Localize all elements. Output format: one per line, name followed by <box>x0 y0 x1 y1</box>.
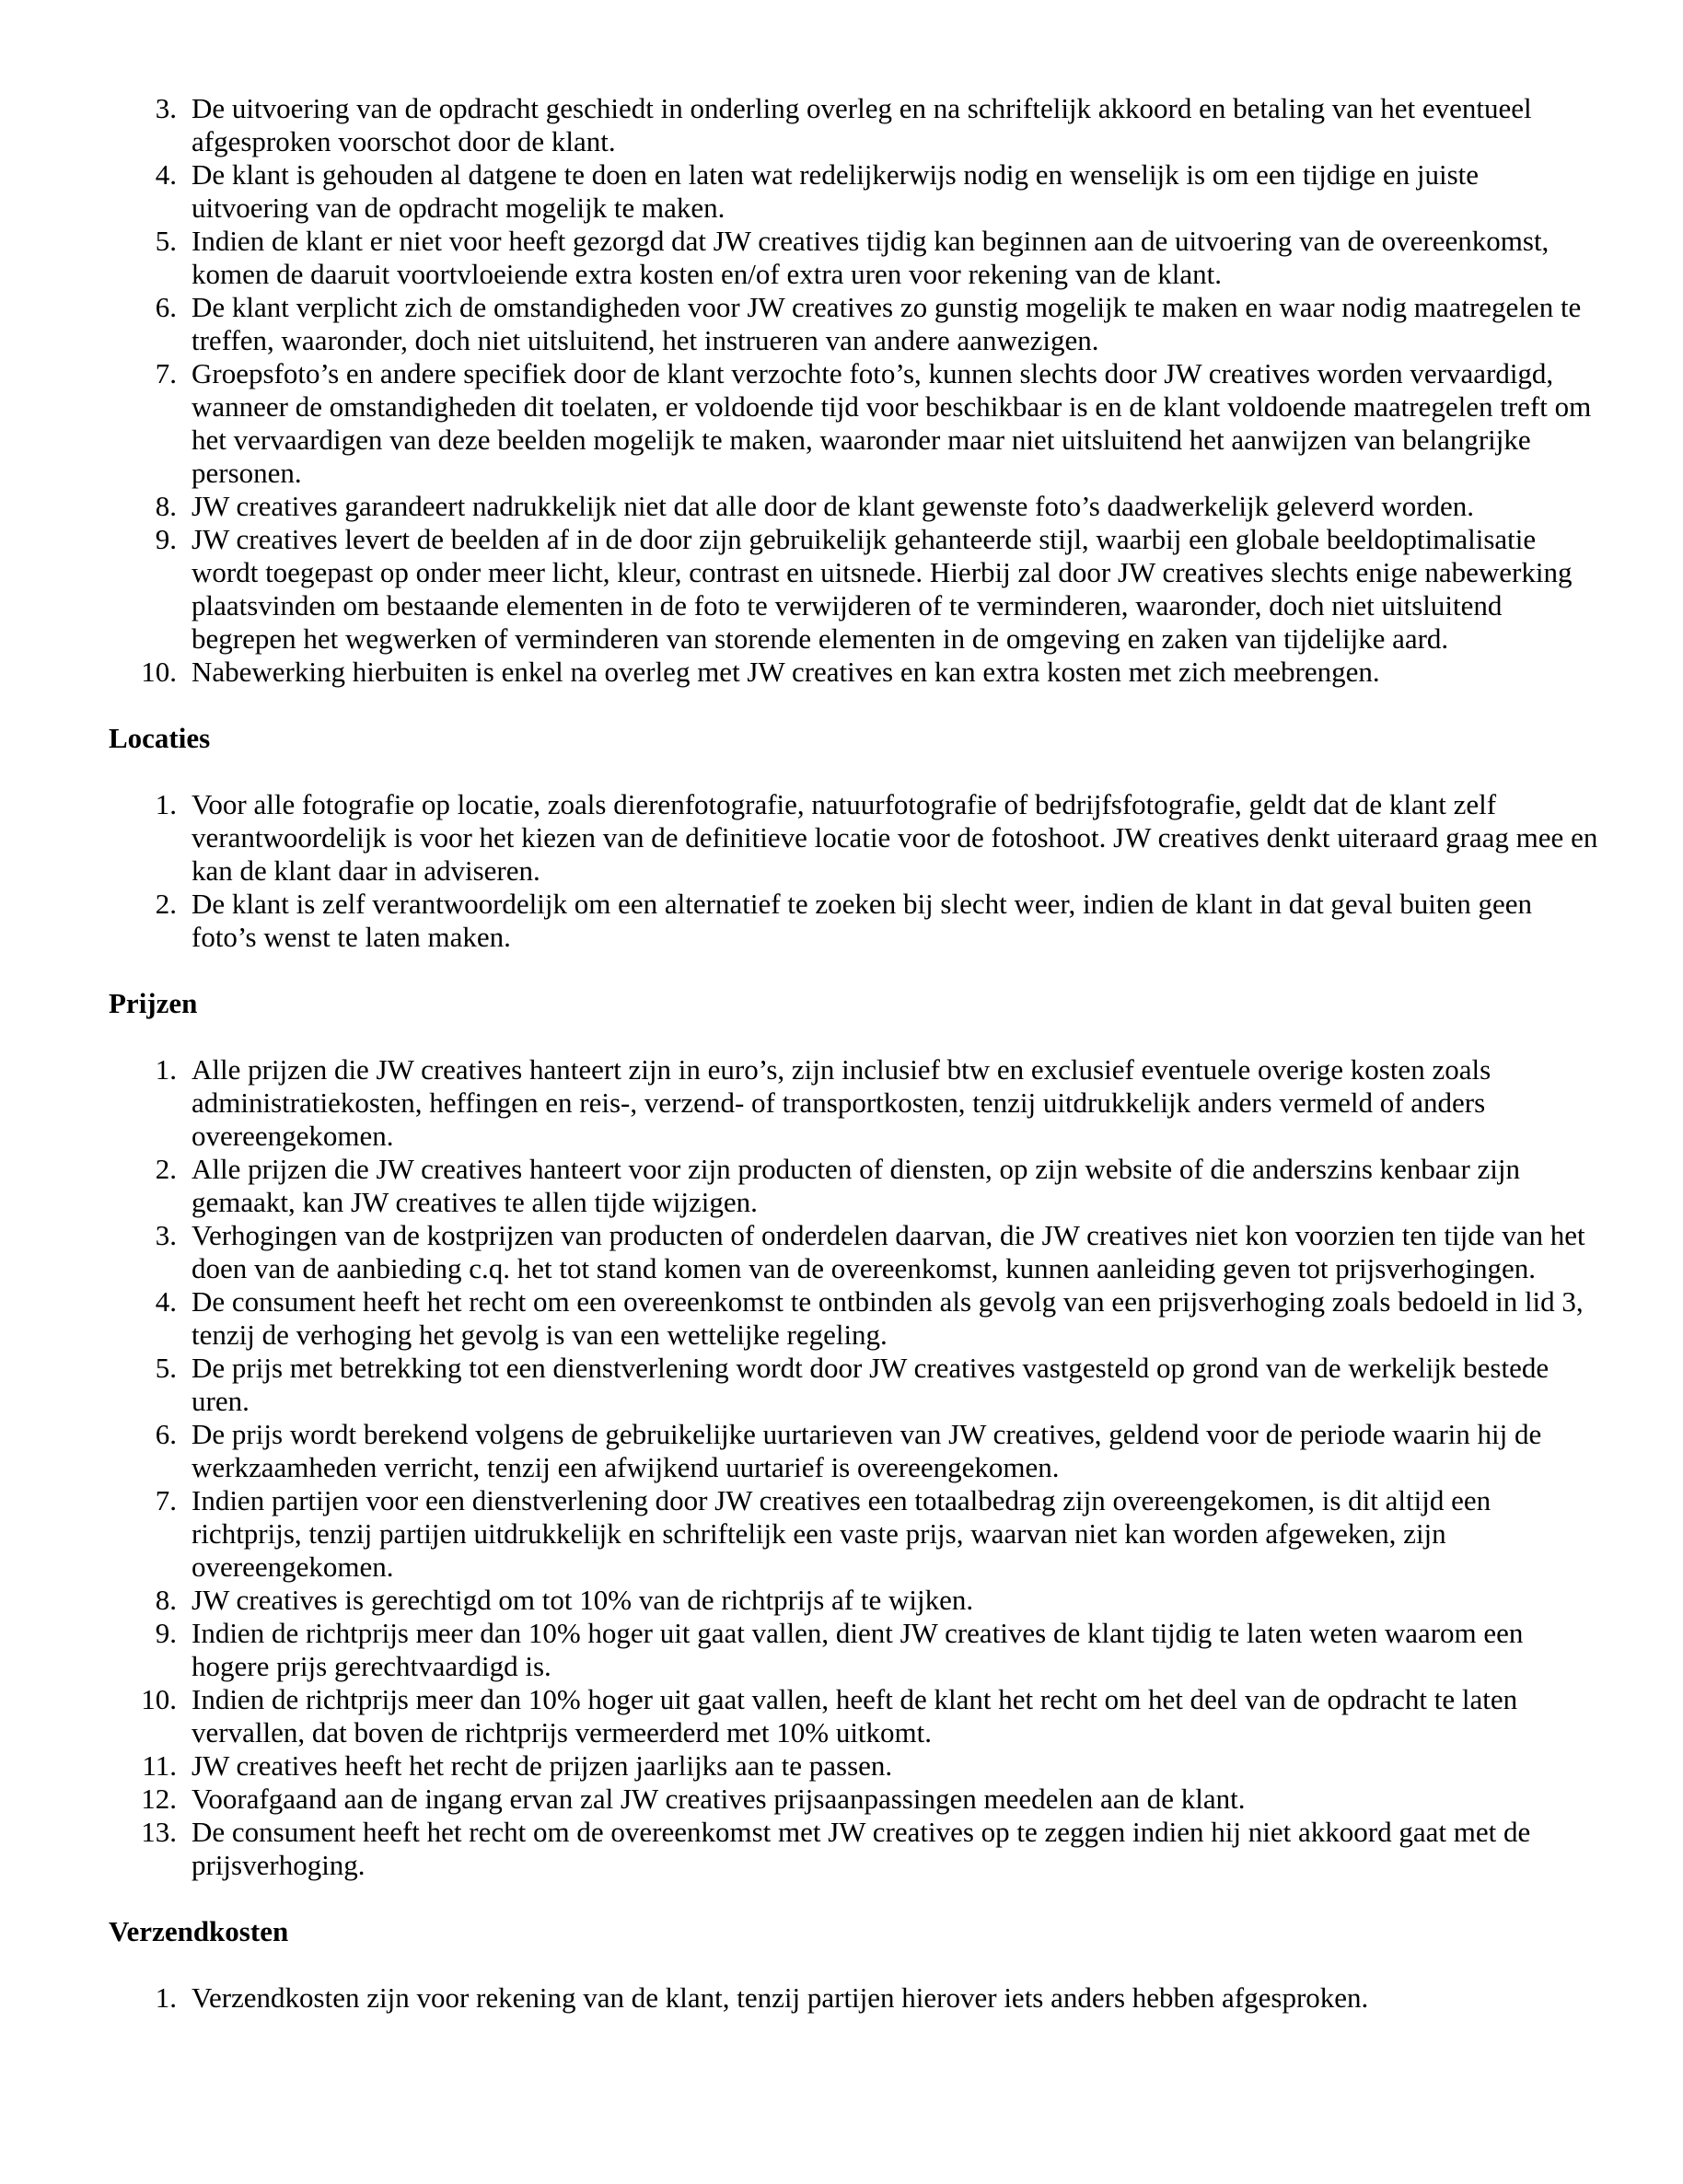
list-item-text: Indien de richtprijs meer dan 10% hoger uit gaat vallen, heeft de klant het recht om het deel van de opdracht te laten vervallen, dat boven de richtprijs vermeerderd met 10% uitkomt. <box>192 1683 1518 1748</box>
list-item-text: Indien de klant er niet voor heeft gezorgd dat JW creatives tijdig kan beginnen aan de uitvoering van de overeenkomst, komen de daaruit voortvloeiende extra kosten en/of extra uren voor rekening van de klant. <box>192 225 1550 290</box>
spacer <box>109 954 1600 987</box>
list-item-text: Alle prijzen die JW creatives hanteert voor zijn producten of diensten, op zijn website of die anderszins kenbaar zijn gemaakt, kan JW creatives te allen tijde wijzigen. <box>192 1153 1520 1218</box>
list-item: 2. Alle prijzen die JW creatives hanteert voor zijn producten of diensten, op zijn website of die anderszins kenbaar zijn gemaakt, kan JW creatives te allen tijde wijzigen. <box>155 1153 1520 1218</box>
list-item: 6. De prijs wordt berekend volgens de gebruikelijke uurtarieven van JW creatives, geldend voor de periode waarin hij de werkzaamheden verricht, tenzij een afwijkend uurtarief is overeengekomen. <box>155 1418 1542 1483</box>
list-item: 2. De klant is zelf verantwoordelijk om een alternatief te zoeken bij slecht weer, indien de klant in dat geval buiten geen foto’s wenst te laten maken. <box>155 888 1533 953</box>
list-item: 5. De prijs met betrekking tot een dienstverlening wordt door JW creatives vastgesteld op grond van de werkelijk bestede uren. <box>155 1352 1550 1417</box>
section-heading-verzendkosten: Verzendkosten <box>109 1915 289 1947</box>
list-item: 6. De klant verplicht zich de omstandigheden voor JW creatives zo gunstig mogelijk te maken en waar nodig maatregelen te treffen, waaronder, doch niet uitsluitend, het instrueren van andere aanwezigen. <box>155 291 1582 356</box>
list-item: 4. De consument heeft het recht om een overeenkomst te ontbinden als gevolg van een prijsverhoging zoals bedoeld in lid 3, tenzij de verhoging het gevolg is van een wettelijke regeling. <box>155 1285 1584 1351</box>
list-item-text: De klant is zelf verantwoordelijk om een alternatief te zoeken bij slecht weer, indien de klant in dat geval buiten geen foto’s wenst te laten maken. <box>192 888 1533 953</box>
list-item-text: JW creatives garandeert nadrukkelijk niet dat alle door de klant gewenste foto’s daadwerkelijk geleverd worden. <box>192 490 1475 522</box>
numbered-list-prijzen <box>109 1053 1600 1882</box>
list-item: 8. JW creatives garandeert nadrukkelijk niet dat alle door de klant gewenste foto’s daadwerkelijk geleverd worden. <box>155 490 1475 522</box>
section-heading-locaties: Locaties <box>109 722 211 754</box>
numbered-list-locaties <box>109 788 1600 954</box>
list-item: 7. Groepsfoto’s en andere specifiek door de klant verzochte foto’s, kunnen slechts door JW creatives worden vervaardigd, wanneer de omstandigheden dit toelaten, er voldoende tijd voor beschikbaar is en de klant voldoende maatregelen treft om het vervaardigen van deze beelden mogelijk te maken, waaronder maar niet uitsluitend het aanwijzen van belangrijke personen. <box>155 357 1592 489</box>
list-item-text: Verhogingen van de kostprijzen van producten of onderdelen daarvan, die JW creatives niet kon voorzien ten tijde van het doen van de aanbieding c.q. het tot stand komen van de overeenkomst, kunnen aanleiding geven tot prijsverhogingen. <box>192 1219 1585 1284</box>
list-item-text: JW creatives heeft het recht de prijzen jaarlijks aan te passen. <box>192 1749 893 1782</box>
list-item: 11. JW creatives heeft het recht de prijzen jaarlijks aan te passen. <box>142 1749 893 1782</box>
list-item: 1. Verzendkosten zijn voor rekening van de klant, tenzij partijen hierover iets anders hebben afgesproken. <box>155 1981 1369 2014</box>
spacer <box>109 1020 1600 1053</box>
list-item-text: De klant is gehouden al datgene te doen en laten wat redelijkerwijs nodig en wenselijk is om een tijdige en juiste uitvoering van de opdracht mogelijk te maken. <box>192 158 1480 224</box>
list-item-text: De consument heeft het recht om een overeenkomst te ontbinden als gevolg van een prijsverhoging zoals bedoeld in lid 3, tenzij de verhoging het gevolg is van een wettelijke regeling. <box>192 1285 1584 1351</box>
list-item-text: Alle prijzen die JW creatives hanteert zijn in euro’s, zijn inclusief btw en exclusief eventuele overige kosten zoals administratiekosten, heffingen en reis-, verzend- of transportkosten, tenzij uitdrukkelijk anders vermeld of anders overeengekomen. <box>192 1053 1491 1152</box>
list-item: 3. Verhogingen van de kostprijzen van producten of onderdelen daarvan, die JW creatives niet kon voorzien ten tijde van het doen van de aanbieding c.q. het tot stand komen van de overeenkomst, kunnen aanleiding geven tot prijsverhogingen. <box>155 1219 1585 1284</box>
list-item-text: Indien de richtprijs meer dan 10% hoger uit gaat vallen, dient JW creatives de klant tijdig te laten weten waarom een hogere prijs gerechtvaardigd is. <box>192 1617 1524 1682</box>
list-item-text: Verzendkosten zijn voor rekening van de klant, tenzij partijen hierover iets anders hebben afgesproken. <box>192 1981 1369 2014</box>
list-item-text: Voorafgaand aan de ingang ervan zal JW creatives prijsaanpassingen meedelen aan de klant. <box>192 1783 1246 1815</box>
list-item-text: Voor alle fotografie op locatie, zoals dierenfotografie, natuurfotografie of bedrijfsfotografie, geldt dat de klant zelf verantwoordelijk is voor het kiezen van de definitieve locatie voor de fotoshoot. JW creatives denkt uiteraard graag mee en kan de klant daar in adviseren. <box>192 788 1598 887</box>
numbered-list-verzendkosten <box>109 1981 1600 2015</box>
list-item: 1. Alle prijzen die JW creatives hanteert zijn in euro’s, zijn inclusief btw en exclusief eventuele overige kosten zoals administratiekosten, heffingen en reis-, verzend- of transportkosten, tenzij uitdrukkelijk anders vermeld of anders overeengekomen. <box>155 1053 1491 1152</box>
list-item: 12. Voorafgaand aan de ingang ervan zal JW creatives prijsaanpassingen meedelen aan de klant. <box>141 1783 1246 1815</box>
numbered-list-continued <box>109 92 1600 689</box>
document-content <box>109 92 1600 2015</box>
spacer <box>109 689 1600 722</box>
list-item-text: De consument heeft het recht om de overeenkomst met JW creatives op te zeggen indien hij niet akkoord gaat met de prijsverhoging. <box>192 1816 1531 1881</box>
list-item: 4. De klant is gehouden al datgene te doen en laten wat redelijkerwijs nodig en wenselijk is om een tijdige en juiste uitvoering van de opdracht mogelijk te maken. <box>155 158 1480 224</box>
list-item-text: De prijs met betrekking tot een dienstverlening wordt door JW creatives vastgesteld op grond van de werkelijk bestede uren. <box>192 1352 1550 1417</box>
list-item: 10. Indien de richtprijs meer dan 10% hoger uit gaat vallen, heeft de klant het recht om het deel van de opdracht te laten vervallen, dat boven de richtprijs vermeerderd met 10% uitkomt. <box>141 1683 1518 1748</box>
list-item-text: De prijs wordt berekend volgens de gebruikelijke uurtarieven van JW creatives, geldend voor de periode waarin hij de werkzaamheden verricht, tenzij een afwijkend uurtarief is overeengekomen. <box>192 1418 1542 1483</box>
list-item-text: JW creatives is gerechtigd om tot 10% van de richtprijs af te wijken. <box>192 1584 974 1616</box>
list-item: 5. Indien de klant er niet voor heeft gezorgd dat JW creatives tijdig kan beginnen aan de uitvoering van de overeenkomst, komen de daaruit voortvloeiende extra kosten en/of extra uren voor rekening van de klant. <box>155 225 1550 290</box>
list-item: 8. JW creatives is gerechtigd om tot 10% van de richtprijs af te wijken. <box>155 1584 974 1616</box>
list-item: 3. De uitvoering van de opdracht geschiedt in onderling overleg en na schriftelijk akkoord en betaling van het eventueel afgesproken voorschot door de klant. <box>155 92 1532 157</box>
list-item: 7. Indien partijen voor een dienstverlening door JW creatives een totaalbedrag zijn overeengekomen, is dit altijd een richtprijs, tenzij partijen uitdrukkelijk en schriftelijk een vaste prijs, waarvan niet kan worden afgeweken, zijn overeengekomen. <box>155 1484 1491 1583</box>
spacer <box>109 1882 1600 1915</box>
section-heading-prijzen: Prijzen <box>109 987 198 1019</box>
list-item: 9. JW creatives levert de beelden af in de door zijn gebruikelijk gehanteerde stijl, waarbij een globale beeldoptimalisatie wordt toegepast op onder meer licht, kleur, contrast en uitsnede. Hierbij zal door JW creatives slechts enige nabewerking plaatsvinden om bestaande elementen in de foto te verwijderen of te verminderen, waaronder, doch niet uitsluitend begrepen het wegwerken of verminderen van storende elementen in de omgeving en zaken van tijdelijke aard. <box>155 523 1573 655</box>
list-item-text: Nabewerking hierbuiten is enkel na overleg met JW creatives en kan extra kosten met zich meebrengen. <box>192 656 1380 688</box>
list-item: 13. De consument heeft het recht om de overeenkomst met JW creatives op te zeggen indien hij niet akkoord gaat met de prijsverhoging. <box>141 1816 1531 1881</box>
list-item: 10. Nabewerking hierbuiten is enkel na overleg met JW creatives en kan extra kosten met zich meebrengen. <box>141 656 1380 688</box>
list-item-text: Indien partijen voor een dienstverlening door JW creatives een totaalbedrag zijn overeengekomen, is dit altijd een richtprijs, tenzij partijen uitdrukkelijk en schriftelijk een vaste prijs, waarvan niet kan worden afgeweken, zijn overeengekomen. <box>192 1484 1491 1583</box>
list-item-text: De uitvoering van de opdracht geschiedt in onderling overleg en na schriftelijk akkoord en betaling van het eventueel afgesproken voorschot door de klant. <box>192 92 1532 157</box>
list-item: 9. Indien de richtprijs meer dan 10% hoger uit gaat vallen, dient JW creatives de klant tijdig te laten weten waarom een hogere prijs gerechtvaardigd is. <box>155 1617 1524 1682</box>
spacer <box>109 1948 1600 1981</box>
spacer <box>109 755 1600 788</box>
list-item-text: JW creatives levert de beelden af in de door zijn gebruikelijk gehanteerde stijl, waarbij een globale beeldoptimalisatie wordt toegepast op onder meer licht, kleur, contrast en uitsnede. Hierbij zal door JW creatives slechts enige nabewerking plaatsvinden om bestaande elementen in de foto te verwijderen of te verminderen, waaronder, doch niet uitsluitend begrepen het wegwerken of verminderen van storende elementen in de omgeving en zaken van tijdelijke aard. <box>192 523 1573 655</box>
list-item-text: De klant verplicht zich de omstandigheden voor JW creatives zo gunstig mogelijk te maken en waar nodig maatregelen te treffen, waaronder, doch niet uitsluitend, het instrueren van andere aanwezigen. <box>192 291 1582 356</box>
list-item: 1. Voor alle fotografie op locatie, zoals dierenfotografie, natuurfotografie of bedrijfsfotografie, geldt dat de klant zelf verantwoordelijk is voor het kiezen van de definitieve locatie voor de fotoshoot. JW creatives denkt uiteraard graag mee en kan de klant daar in adviseren. <box>155 788 1598 887</box>
list-item-text: Groepsfoto’s en andere specifiek door de klant verzochte foto’s, kunnen slechts door JW creatives worden vervaardigd, wanneer de omstandigheden dit toelaten, er voldoende tijd voor beschikbaar is en de klant voldoende maatregelen treft om het vervaardigen van deze beelden mogelijk te maken, waaronder maar niet uitsluitend het aanwijzen van belangrijke personen. <box>192 357 1592 489</box>
